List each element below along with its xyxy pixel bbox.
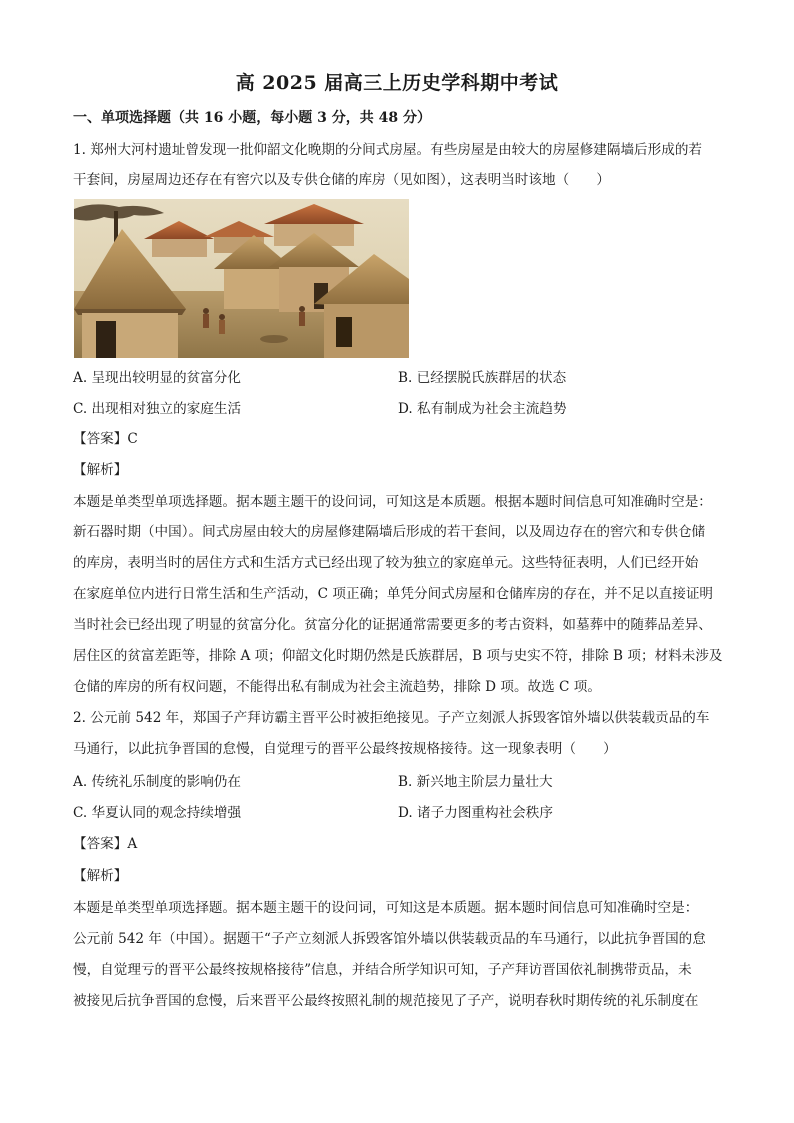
q2-answer: 【答案】A [73,836,138,852]
q2-option-d: D. 诸子力图重构社会秩序 [398,805,553,821]
q1-analysis-line-7: 仓储的库房的所有权问题，不能得出私有制成为社会主流趋势，排除 D 项。故选 C 项。 [73,679,601,695]
q1-analysis-line-6: 居住区的贫富差距等，排除 A 项；仰韶文化时期仍然是氏族群居，B 项与史实不符，排除 B 项；材料未涉及 [73,648,723,664]
q2-option-a: A. 传统礼乐制度的影响仍在 [73,774,241,790]
q1-option-d: D. 私有制成为社会主流趋势 [398,401,567,417]
q2-analysis-label: 【解析】 [73,868,128,884]
q1-analysis-line-5: 当时社会已经出现了明显的贫富分化。贫富分化的证据通常需要更多的考古资料，如墓葬中的随葬品差异、 [73,617,712,633]
q2-analysis-line-1: 本题是单类型单项选择题。据本题主题干的设问词，可知这是本质题。据本题时间信息可知准确时空是： [73,900,699,916]
q1-analysis-label: 【解析】 [73,462,128,478]
q1-answer: 【答案】C [73,431,138,447]
q2-option-b: B. 新兴地主阶层力量壮大 [398,774,553,790]
q1-stem-line-1: 1. 郑州大河村遗址曾发现一批仰韶文化晚期的分间式房屋。有些房屋是由较大的房屋修建隔墙后形成的若 [73,142,703,158]
q2-analysis-line-3: 慢，自觉理亏的晋平公最终按规格接待”信息，并结合所学知识可知，子产拜访晋国依礼制携带贡品，未 [73,962,692,978]
q2-analysis-line-2: 公元前 542 年（中国）。据题干“子产立刻派人拆毁客馆外墙以供装载贡品的车马通行，以此抗争晋国的怠 [73,931,706,947]
q1-option-b: B. 已经摆脱氏族群居的状态 [398,370,567,386]
section-heading: 一、单项选择题（共 16 小题，每小题 3 分，共 48 分） [73,110,431,126]
q2-option-c: C. 华夏认同的观念持续增强 [73,805,242,821]
q2-analysis-line-4: 被接见后抗争晋国的怠慢，后来晋平公最终按照礼制的规范接见了子产，说明春秋时期传统的礼乐制度在 [73,993,699,1009]
q1-option-c: C. 出现相对独立的家庭生活 [73,401,242,417]
q1-analysis-line-1: 本题是单类型单项选择题。据本题主题干的设问词，可知这是本质题。根据本题时间信息可知准确时空是： [73,494,712,510]
page-title: 高 2025 届高三上历史学科期中考试 [235,72,559,94]
q2-stem-line-1: 2. 公元前 542 年，郑国子产拜访霸主晋平公时被拒绝接见。子产立刻派人拆毁客馆外墙以供装载贡品的车 [73,710,710,726]
q1-stem-line-2: 干套间，房屋周边还存在有窖穴以及专供仓储的库房（见如图），这表明当时该地（ ） [73,172,610,188]
q1-analysis-line-4: 在家庭单位内进行日常生活和生产活动，C 项正确；单凭分间式房屋和仓储库房的存在，并不足以直接证明 [73,586,714,602]
q1-option-a: A. 呈现出较明显的贫富分化 [73,370,241,386]
village-illustration [74,199,409,358]
q1-analysis-line-3: 的库房，表明当时的居住方式和生活方式已经出现了较为独立的家庭单元。这些特征表明，人们已经开始 [73,555,699,571]
q1-analysis-line-2: 新石器时期（中国）。间式房屋由较大的房屋修建隔墙后形成的若干套间，以及周边存在的窖穴和专供仓储 [73,524,706,540]
q2-stem-line-2: 马通行，以此抗争晋国的怠慢，自觉理亏的晋平公最终按规格接待。这一现象表明（ ） [73,741,617,757]
